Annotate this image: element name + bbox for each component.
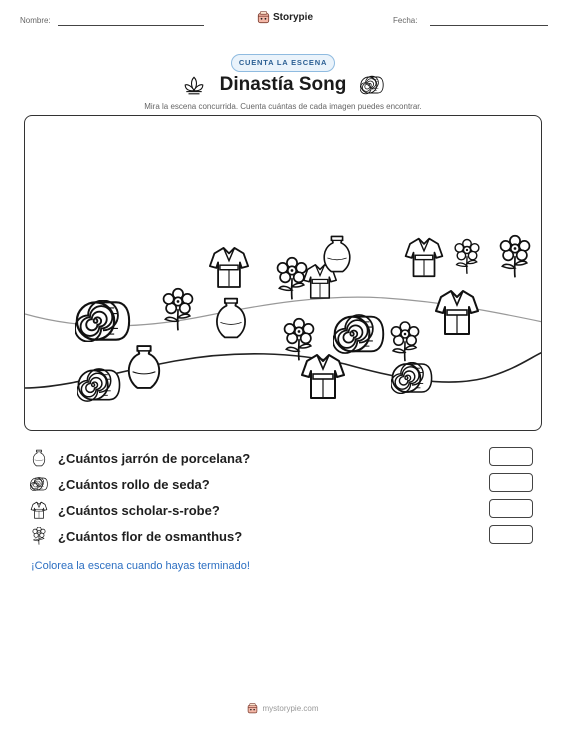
name-label: Nombre: [20,16,51,25]
flower-icon [278,258,307,300]
silk-roll-icon [391,363,432,394]
robe-icon [30,501,48,519]
answer-box-flower[interactable] [489,525,533,544]
robe-icon [210,248,248,287]
vase-icon [30,449,48,467]
storypie-mascot-icon [257,11,270,24]
flower-icon [501,236,530,278]
question-text: ¿Cuántos rollo de seda? [58,476,210,492]
question-silk-roll [30,475,210,493]
date-field[interactable] [430,25,548,26]
silk-roll-icon [77,369,120,401]
vase-icon [129,346,159,388]
instructions: Mira la escena concurrida. Cuenta cuántas de cada imagen puedes encontrar. [144,102,422,111]
name-field[interactable] [58,25,204,26]
question-text: ¿Cuántos flor de osmanthus? [58,528,243,544]
storypie-mascot-icon [247,703,258,714]
page-title: Dinastía Song [219,74,347,95]
brand-logo [257,11,313,24]
footer [0,703,566,714]
coloring-note: ¡Colorea la escena cuando hayas terminado! [31,560,250,572]
flower-icon [391,322,418,361]
vase-icon [217,299,245,338]
answer-box-vase[interactable] [489,447,533,466]
silk-roll-icon [30,475,48,493]
answer-box-silk-roll[interactable] [489,473,533,492]
robe-icon [406,239,443,277]
question-text: ¿Cuántos jarrón de porcelana? [58,450,251,466]
question-robe [30,501,220,519]
scene-panel[interactable] [24,115,542,431]
silk-roll-icon [360,75,384,95]
question-text: ¿Cuántos scholar-s-robe? [58,502,220,518]
robe-icon [302,355,344,398]
silk-roll-icon [75,300,129,341]
flower-icon [285,319,314,361]
footer-url[interactable]: mystorypie.com [262,704,319,713]
brand-name: Storypie [273,12,314,23]
question-flower [30,527,242,545]
vase-icon [324,236,350,271]
activity-badge: CUENTA LA ESCENA [231,54,335,72]
answer-box-robe[interactable] [489,499,533,518]
robe-icon [436,291,478,334]
question-vase [30,449,250,467]
flower-icon [164,289,193,331]
flower-icon [30,527,48,545]
flower-icon [455,240,479,274]
date-label: Fecha: [393,16,418,25]
silk-roll-icon [333,315,383,353]
